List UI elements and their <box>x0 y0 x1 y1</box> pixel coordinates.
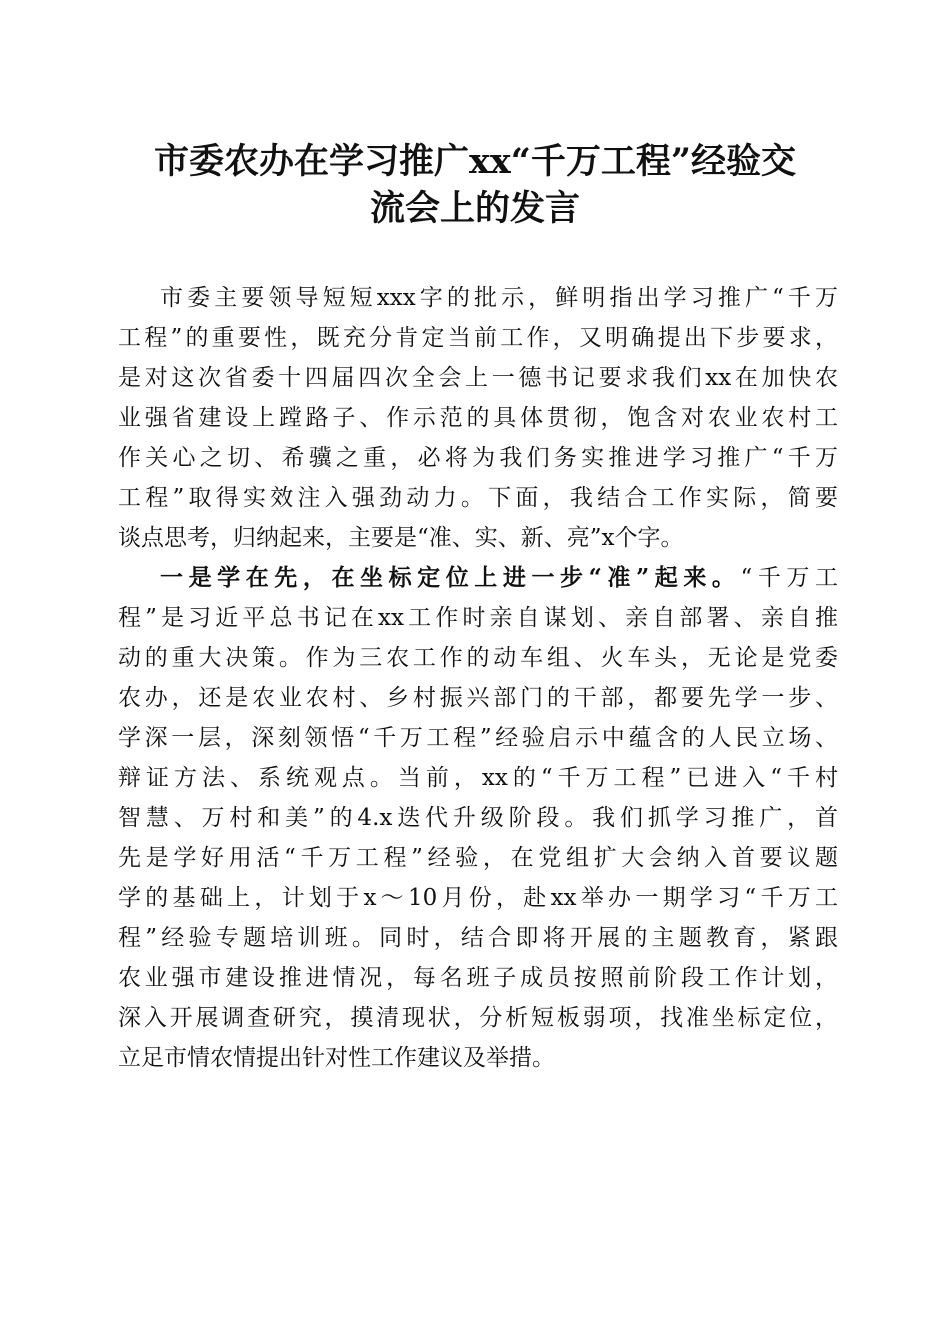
paragraph-1 <box>118 278 838 558</box>
paragraph-line: 先是学好用活“千万工程”经验，在党组扩大会纳入首要议题 <box>118 845 838 871</box>
document-body <box>118 278 838 1078</box>
title-line-1: 市委农办在学习推广xx“千万工程”经验交 <box>154 141 796 182</box>
paragraph-line: 智慧、万村和美”的4.x迭代升级阶段。我们抓学习推广，首 <box>118 805 838 831</box>
paragraph-2-heading: 一是学在先，在坐标定位上进一步“准”起来。 <box>160 564 741 591</box>
paragraph-line: 农办，还是农业农村、乡村振兴部门的干部，都要先学一步、 <box>118 685 838 711</box>
paragraph-line: 程”经验专题培训班。同时，结合即将开展的主题教育，紧跟 <box>118 925 838 951</box>
paragraph-line: 农业强市建设推进情况，每名班子成员按照前阶段工作计划， <box>118 965 838 991</box>
paragraph-line: 谈点思考，归纳起来，主要是“准、实、新、亮”x个字。 <box>118 525 684 551</box>
paragraph-line: 辩证方法、系统观点。当前，xx的“千万工程”已进入“千村 <box>118 765 838 791</box>
paragraph-line: 是对这次省委十四届四次全会上一德书记要求我们xx在加快农 <box>118 365 838 391</box>
paragraph-line: 作关心之切、希骥之重，必将为我们务实推进学习推广“千万 <box>118 445 838 471</box>
paragraph-line: 工程”的重要性，既充分肯定当前工作，又明确提出下步要求， <box>118 325 838 351</box>
document-title <box>100 138 850 232</box>
paragraph-line: 深入开展调查研究，摸清现状，分析短板弱项，找准坐标定位， <box>118 1005 838 1031</box>
paragraph-line: 动的重大决策。作为三农工作的动车组、火车头，无论是党委 <box>118 645 838 671</box>
paragraph-line: 市委主要领导短短xxx字的批示，鲜明指出学习推广“千万 <box>160 285 838 311</box>
paragraph-line: 程”是习近平总书记在xx工作时亲自谋划、亲自部署、亲自推 <box>118 605 838 631</box>
title-line-2: 流会上的发言 <box>369 188 580 229</box>
paragraph-line: 学的基础上，计划于x～10月份，赴xx举办一期学习“千万工 <box>118 885 838 911</box>
paragraph-2 <box>118 558 838 1078</box>
paragraph-line: 工程”取得实效注入强劲动力。下面，我结合工作实际，简要 <box>118 485 838 511</box>
paragraph-2-lead-tail: “千万工 <box>740 565 838 591</box>
paragraph-line: 学深一层，深刻领悟“千万工程”经验启示中蕴含的人民立场、 <box>118 725 838 751</box>
paragraph-lead-line <box>118 558 838 598</box>
paragraph-line: 立足市情农情提出针对性工作建议及举措。 <box>118 1045 555 1071</box>
paragraph-line: 业强省建设上蹚路子、作示范的具体贯彻，饱含对农业农村工 <box>118 405 838 431</box>
